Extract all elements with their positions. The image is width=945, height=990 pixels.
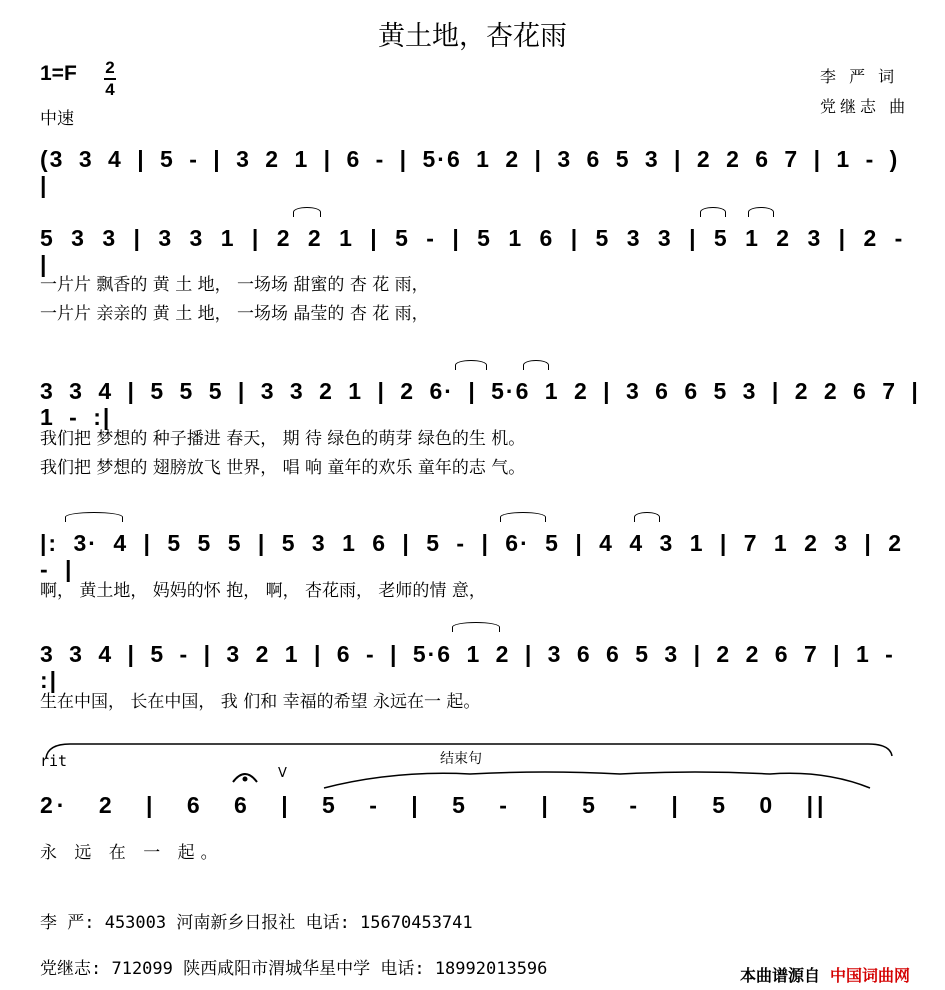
slur-mark <box>293 207 321 217</box>
composer-credit: 党继志 曲 <box>820 97 910 116</box>
time-signature-top: 2 <box>105 58 115 77</box>
breath-mark: V <box>278 766 287 781</box>
line4-notes: |: 3· 4 | 5 5 5 | 5 3 1 6 | 5 - | 6· 5 | 4 4 3 1 | 7 1 2 3 | 2 - | <box>40 530 904 582</box>
notation-line-3 <box>40 378 920 430</box>
lyric-line-4: 啊， 黄土地， 妈妈的怀 抱， 啊， 杏花雨， 老师的情 意， <box>40 581 486 601</box>
lyric-line-2b: 一片片 亲亲的 黄 土 地， 一场场 晶莹的 杏 花 雨， <box>40 304 429 324</box>
ending-bracket <box>40 738 895 762</box>
slur-mark <box>500 512 546 522</box>
time-signature <box>104 58 116 100</box>
time-signature-bottom: 4 <box>105 80 115 99</box>
notation-line-4 <box>40 530 920 582</box>
slur-mark <box>65 512 123 522</box>
lyricist-credit: 李 严 词 <box>820 67 899 86</box>
lyric-line-2a: 一片片 飘香的 黄 土 地， 一场场 甜蜜的 杏 花 雨， <box>40 275 429 295</box>
key-signature: 1=F <box>40 62 77 85</box>
ending-label: 结束句 <box>440 751 482 767</box>
notation-line-6 <box>40 792 920 818</box>
composer-contact: 党继志: 712099 陕西咸阳市渭城华星中学 电话: 18992013596 <box>40 959 548 979</box>
line5-notes: 3 3 4 | 5 - | 3 2 1 | 6 - | 5·6 1 2 | 3 6 6 5 3 | 2 2 6 7 | 1 - :| <box>40 641 895 693</box>
lyricist-contact: 李 严: 453003 河南新乡日报社 电话: 15670453741 <box>40 913 473 933</box>
line2-notes: 5 3 3 | 3 3 1 | 2 2 1 | 5 - | 5 1 6 | 5 3 3 | 5 1 2 3 | 2 - | <box>40 225 905 277</box>
lyric-line-5: 生在中国， 长在中国， 我 们和 幸福的希望 永远在一 起。 <box>40 692 481 712</box>
lyric-line-6: 永 远 在 一 起。 <box>40 843 224 863</box>
slur-mark <box>748 207 774 217</box>
slur-mark <box>452 622 500 632</box>
slur-mark <box>523 360 549 370</box>
notation-line-5 <box>40 641 920 693</box>
slur-mark <box>634 512 660 522</box>
line6-notes: 2· 2 | 6 6 | 5 - | 5 - | 5 - | 5 0 || <box>40 792 828 818</box>
source-site-link[interactable]: 中国词曲网 <box>830 966 911 985</box>
fermata-icon <box>230 764 260 786</box>
source-label: 本曲谱源自 <box>740 966 821 985</box>
rit-marking: rit <box>40 752 68 770</box>
tie-arc <box>320 768 880 792</box>
line3-notes: 3 3 4 | 5 5 5 | 3 3 2 1 | 2 6· | 5·6 1 2 | 3 6 6 5 3 | 2 2 6 7 | 1 - :| <box>40 378 920 430</box>
intro-notes: (3 3 4 | 5 - | 3 2 1 | 6 - | 5·6 1 2 | 3 6 5 3 | 2 2 6 7 | 1 - ) | <box>40 146 900 198</box>
slur-mark <box>700 207 726 217</box>
lyric-line-3b: 我们把 梦想的 翅膀放飞 世界， 唱 响 童年的欢乐 童年的志 气。 <box>40 458 526 478</box>
tempo-marking: 中速 <box>40 109 74 129</box>
slur-mark <box>455 360 487 370</box>
song-title: 黄土地，杏花雨 <box>378 21 567 52</box>
lyric-line-3a: 我们把 梦想的 种子播进 春天， 期 待 绿色的萌芽 绿色的生 机。 <box>40 429 526 449</box>
notation-line-intro <box>40 146 920 198</box>
notation-line-2 <box>40 225 920 277</box>
source-attribution <box>740 963 910 986</box>
